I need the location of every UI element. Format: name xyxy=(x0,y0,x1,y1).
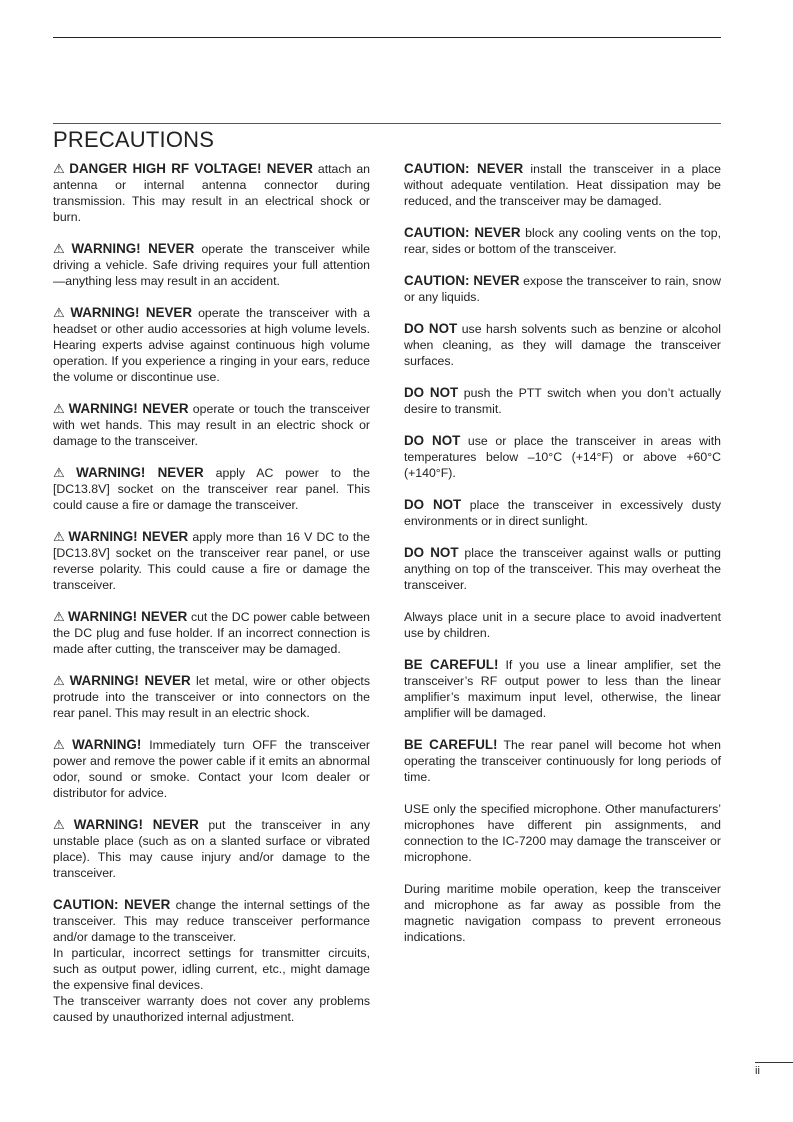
precaution-text: operate the transceiver while driving a vehicle. Safe driving requires your full attention—anything less may result in an accident. xyxy=(53,242,370,288)
precaution-paragraph xyxy=(53,161,370,225)
warning-triangle-icon: ⚠ xyxy=(53,817,71,832)
precaution-text: The transceiver warranty does not cover any problems caused by unauthorized internal adjustment. xyxy=(53,994,370,1024)
precaution-paragraph xyxy=(53,609,370,657)
heading-section xyxy=(53,123,721,153)
precaution-paragraph xyxy=(53,945,370,993)
precaution-text: apply more than 16 V DC to the [DC13.8V] socket on the transceiver rear panel, or use reverse polarity. This could cause a fire or damage the transceiver. xyxy=(53,530,371,592)
precaution-text: operate the transceiver with a headset or other audio accessories at high volume levels. Hearing experts advise against continuous high volume operation. If you experience a ringing in your ears, reduce the volume or discontinue use. xyxy=(53,306,370,384)
warning-triangle-icon: ⚠ xyxy=(53,241,69,256)
precaution-keyword: WARNING! NEVER xyxy=(71,241,195,256)
precaution-text: apply AC power to the [DC13.8V] socket on the transceiver rear panel. This could cause a fire or damage the transceiver. xyxy=(53,466,370,512)
precaution-text: During maritime mobile operation, keep the transceiver and microphone as far away as possible from the magnetic navigation compass to prevent erroneous indications. xyxy=(404,882,721,944)
precaution-keyword: WARNING! NEVER xyxy=(70,305,192,320)
warning-triangle-icon: ⚠ xyxy=(53,401,66,416)
precaution-paragraph xyxy=(404,161,721,209)
precaution-keyword: DO NOT xyxy=(404,321,458,336)
precaution-paragraph xyxy=(404,545,721,593)
precaution-keyword: DANGER HIGH RF VOLTAGE! NEVER xyxy=(69,161,313,176)
right-column xyxy=(404,161,721,961)
precaution-keyword: DO NOT xyxy=(404,545,459,560)
precaution-keyword: DO NOT xyxy=(404,433,461,448)
precaution-keyword: WARNING! NEVER xyxy=(73,817,199,832)
precaution-text: put the transceiver in any unstable place (such as on a slanted surface or vibrated place). This may cause injury and/or damage to the transceiver. xyxy=(53,818,371,880)
precaution-text: place the transceiver in excessively dusty environments or in direct sunlight. xyxy=(404,498,721,528)
precaution-paragraph xyxy=(404,225,721,257)
precaution-keyword: WARNING! xyxy=(72,737,142,752)
page-number: ii xyxy=(755,1065,760,1077)
precaution-text: install the transceiver in a place without adequate ventilation. Heat dissipation may be reduced, and the transceiver may be damaged. xyxy=(404,162,722,208)
precaution-paragraph xyxy=(53,241,370,289)
precaution-paragraph xyxy=(404,385,721,417)
precaution-text: place the transceiver against walls or putting anything on top of the transceiver. This may overheat the transceiver. xyxy=(404,546,721,592)
precaution-text: change the internal settings of the transceiver. This may reduce transceiver performance and/or damage to the transceiver. xyxy=(53,898,371,944)
precaution-keyword: DO NOT xyxy=(404,497,462,512)
page-title: PRECAUTIONS xyxy=(53,127,215,152)
precaution-text: In particular, incorrect settings for transmitter circuits, such as output power, idling current, etc., might damage the expensive final devices. xyxy=(53,946,370,992)
precaution-text: let metal, wire or other objects protrude into the transceiver or into connectors on the rear panel. This may result in an electric shock. xyxy=(53,674,370,720)
warning-triangle-icon: ⚠ xyxy=(53,465,74,480)
precaution-keyword: CAUTION: NEVER xyxy=(404,273,520,288)
precaution-paragraph xyxy=(53,529,370,593)
page-number-rule xyxy=(755,1062,793,1063)
precaution-paragraph xyxy=(53,817,370,881)
precaution-paragraph xyxy=(404,433,721,481)
precaution-text: attach an antenna or internal antenna connector during transmission. This may result in an electrical shock or burn. xyxy=(53,162,371,224)
precaution-keyword: WARNING! NEVER xyxy=(68,401,189,416)
precaution-paragraph xyxy=(404,321,721,369)
warning-triangle-icon: ⚠ xyxy=(53,305,68,320)
precaution-paragraph xyxy=(404,881,721,945)
precaution-text: cut the DC power cable between the DC plug and fuse holder. If an incorrect connection is made after cutting, the transceiver may be damaged. xyxy=(53,610,371,656)
warning-triangle-icon: ⚠ xyxy=(53,529,66,544)
precaution-text: Immediately turn OFF the transceiver power and remove the power cable if it emits an abnormal odor, sound or smoke. Contact your Icom dealer or distributor for advice. xyxy=(53,738,370,800)
precaution-text: The rear panel will become hot when operating the transceiver continuously for long periods of time. xyxy=(404,738,721,784)
precaution-text: operate or touch the transceiver with wet hands. This may result in an electric shock or damage to the transceiver. xyxy=(53,402,371,448)
precaution-keyword: WARNING! NEVER xyxy=(69,673,191,688)
warning-triangle-icon: ⚠ xyxy=(53,609,65,624)
precaution-keyword: BE CAREFUL! xyxy=(404,657,499,672)
precaution-paragraph xyxy=(53,897,370,945)
precaution-keyword: BE CAREFUL! xyxy=(404,737,498,752)
precaution-paragraph xyxy=(53,993,370,1025)
precaution-paragraph xyxy=(404,737,721,785)
precaution-text: block any cooling vents on the top, rear, sides or bottom of the transceiver. xyxy=(404,226,722,256)
precaution-paragraph xyxy=(404,609,721,641)
top-rule xyxy=(53,37,721,38)
precaution-keyword: CAUTION: NEVER xyxy=(404,161,524,176)
precaution-paragraph xyxy=(53,737,370,801)
precaution-paragraph xyxy=(53,305,370,385)
precaution-paragraph xyxy=(404,497,721,529)
precaution-text: expose the transceiver to rain, snow or any liquids. xyxy=(404,274,721,304)
precaution-paragraph xyxy=(53,673,370,721)
precaution-keyword: CAUTION: NEVER xyxy=(53,897,171,912)
precaution-keyword: WARNING! NEVER xyxy=(76,465,204,480)
precaution-text: If you use a linear amplifier, set the transceiver’s RF output power to less than the linear amplifier’s maximum input level, otherwise, the linear amplifier will be damaged. xyxy=(404,658,721,720)
precaution-paragraph xyxy=(404,273,721,305)
precaution-text: Always place unit in a secure place to avoid inadvertent use by children. xyxy=(404,610,721,640)
warning-triangle-icon: ⚠ xyxy=(53,161,67,176)
precaution-text: push the PTT switch when you don’t actually desire to transmit. xyxy=(404,386,722,416)
left-column xyxy=(53,161,370,1041)
warning-triangle-icon: ⚠ xyxy=(53,737,70,752)
precaution-text: USE only the specified microphone. Other manufacturers’ microphones have different pin assignments, and connection to the IC-7200 may damage the transceiver or microphone. xyxy=(404,802,721,864)
warning-triangle-icon: ⚠ xyxy=(53,673,67,688)
precaution-text: use harsh solvents such as benzine or alcohol when cleaning, as they will damage the transceiver surfaces. xyxy=(404,322,722,368)
precaution-paragraph xyxy=(404,801,721,865)
precaution-keyword: WARNING! NEVER xyxy=(68,529,189,544)
precaution-keyword: WARNING! NEVER xyxy=(67,609,188,624)
precaution-paragraph xyxy=(53,401,370,449)
precaution-paragraph xyxy=(53,465,370,513)
precaution-text: use or place the transceiver in areas with temperatures below –10°C (+14°F) or above +60°C (+140°F). xyxy=(404,434,721,480)
precaution-paragraph xyxy=(404,657,721,721)
precaution-keyword: CAUTION: NEVER xyxy=(404,225,521,240)
precaution-keyword: DO NOT xyxy=(404,385,459,400)
